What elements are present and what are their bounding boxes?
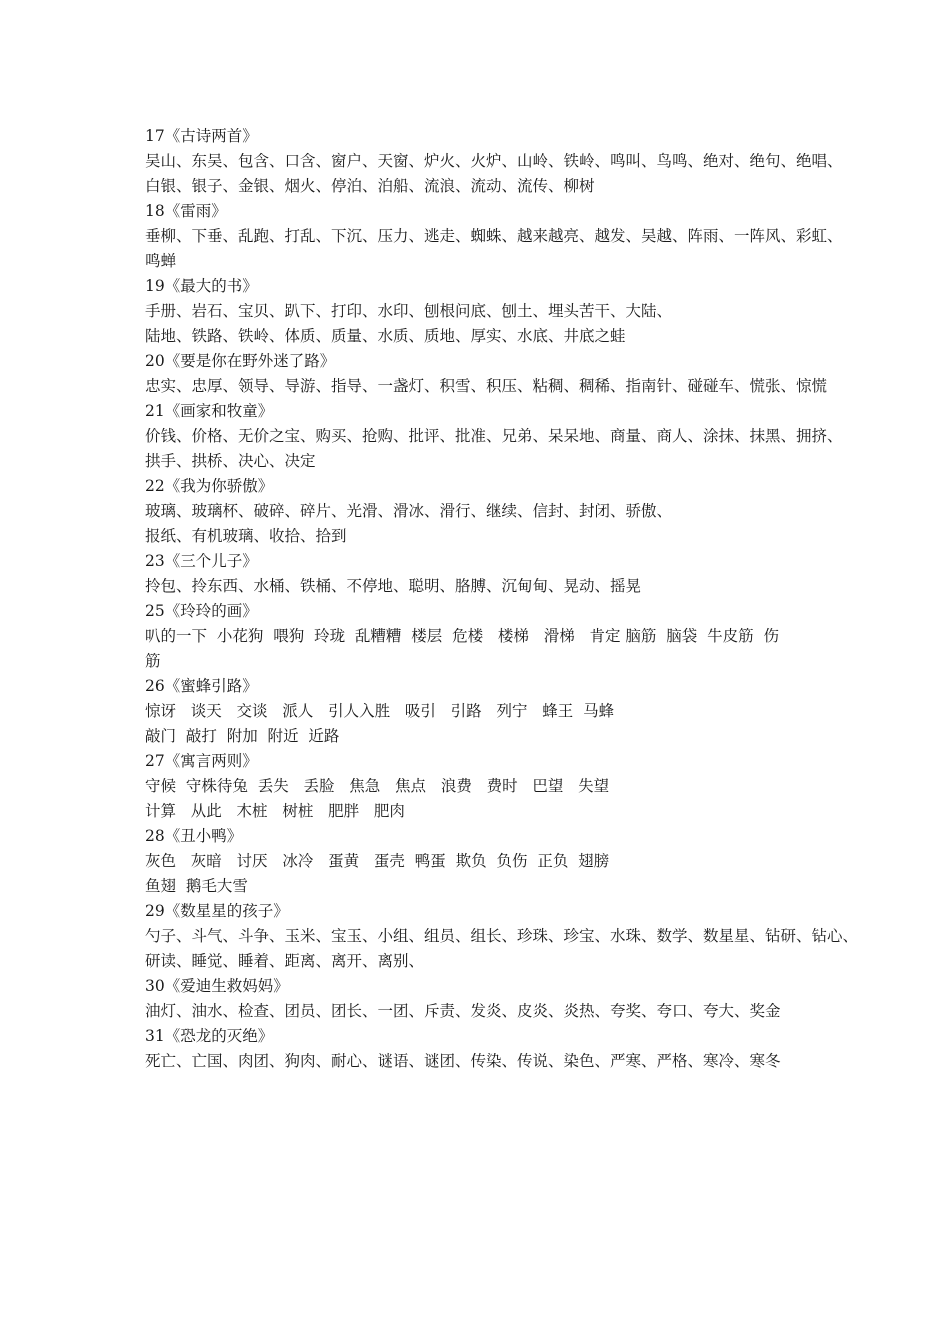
word-line: 敲门 敲打 附加 附近 近路	[145, 727, 340, 745]
word-line: 鸣蝉	[145, 252, 177, 270]
word-line: 垂柳、下垂、乱跑、打乱、下沉、压力、逃走、蜘蛛、越来越亮、越发、吴越、阵雨、一阵风、彩虹、	[145, 227, 843, 245]
word-line: 价钱、价格、无价之宝、购买、抢购、批评、批准、兄弟、呆呆地、商量、商人、涂抹、抹黑、拥挤、	[145, 427, 843, 445]
lesson-title: 28《丑小鸭》	[145, 827, 243, 845]
lesson-title: 26《蜜蜂引路》	[145, 677, 258, 695]
word-line: 白银、银子、金银、烟火、停泊、泊船、流浪、流动、流传、柳树	[145, 177, 595, 195]
word-line: 报纸、有机玻璃、收拾、拾到	[145, 527, 347, 545]
word-line: 忠实、忠厚、领导、导游、指导、一盏灯、积雪、积压、粘稠、稠稀、指南针、碰碰车、慌张、惊慌	[145, 377, 828, 395]
word-line: 拎包、拎东西、水桶、铁桶、不停地、聪明、胳膊、沉甸甸、晃动、摇晃	[145, 577, 642, 595]
lesson-title: 22《我为你骄傲》	[145, 477, 274, 495]
word-line: 计算 从此 木桩 树桩 肥胖 肥肉	[145, 802, 405, 820]
word-line: 鱼翅 鹅毛大雪	[145, 877, 248, 895]
word-line: 陆地、铁路、铁岭、体质、质量、水质、质地、厚实、水底、井底之蛙	[145, 327, 626, 345]
lesson-title: 29《数星星的孩子》	[145, 902, 289, 920]
lesson-title: 31《恐龙的灭绝》	[145, 1027, 274, 1045]
lesson-title: 18《雷雨》	[145, 202, 227, 220]
lesson-title: 23《三个儿子》	[145, 552, 258, 570]
word-line: 叭的一下 小花狗 喂狗 玲珑 乱糟糟 楼层 危楼 楼梯 滑梯 肯定 脑筋 脑袋 牛皮筋 伤	[145, 627, 779, 645]
word-line: 玻璃、玻璃杯、破碎、碎片、光滑、滑冰、滑行、继续、信封、封闭、骄傲、	[145, 502, 673, 520]
lesson-title: 19《最大的书》	[145, 277, 258, 295]
word-line: 死亡、亡国、肉团、狗肉、耐心、谜语、谜团、传染、传说、染色、严寒、严格、寒冷、寒冬	[145, 1052, 781, 1070]
word-line: 灰色 灰暗 讨厌 冰冷 蛋黄 蛋壳 鸭蛋 欺负 负伤 正负 翅膀	[145, 852, 610, 870]
word-line: 筋	[145, 652, 161, 670]
word-line: 拱手、拱桥、决心、决定	[145, 452, 316, 470]
lesson-title: 17《古诗两首》	[145, 127, 258, 145]
word-line: 手册、岩石、宝贝、趴下、打印、水印、刨根问底、刨土、埋头苦干、大陆、	[145, 302, 673, 320]
lesson-title: 30《爱迪生救妈妈》	[145, 977, 289, 995]
word-line: 勺子、斗气、斗争、玉米、宝玉、小组、组员、组长、珍珠、珍宝、水珠、数学、数星星、钻研、钻心、	[145, 927, 859, 945]
word-line: 吴山、东吴、包含、口含、窗户、天窗、炉火、火炉、山岭、铁岭、鸣叫、鸟鸣、绝对、绝句、绝唱、	[145, 152, 843, 170]
word-line: 惊讶 谈天 交谈 派人 引人入胜 吸引 引路 列宁 蜂王 马蜂	[145, 702, 615, 720]
vocabulary-list	[145, 124, 859, 1074]
lesson-title: 21《画家和牧童》	[145, 402, 274, 420]
lesson-title: 27《寓言两则》	[145, 752, 258, 770]
lesson-title: 20《要是你在野外迷了路》	[145, 352, 336, 370]
word-line: 研读、睡觉、睡着、距离、离开、离别、	[145, 952, 425, 970]
word-line: 油灯、油水、检查、团员、团长、一团、斥责、发炎、皮炎、炎热、夸奖、夸口、夸大、奖金	[145, 1002, 781, 1020]
word-line: 守候 守株待兔 丢失 丢脸 焦急 焦点 浪费 费时 巴望 失望	[145, 777, 610, 795]
lesson-title: 25《玲玲的画》	[145, 602, 258, 620]
